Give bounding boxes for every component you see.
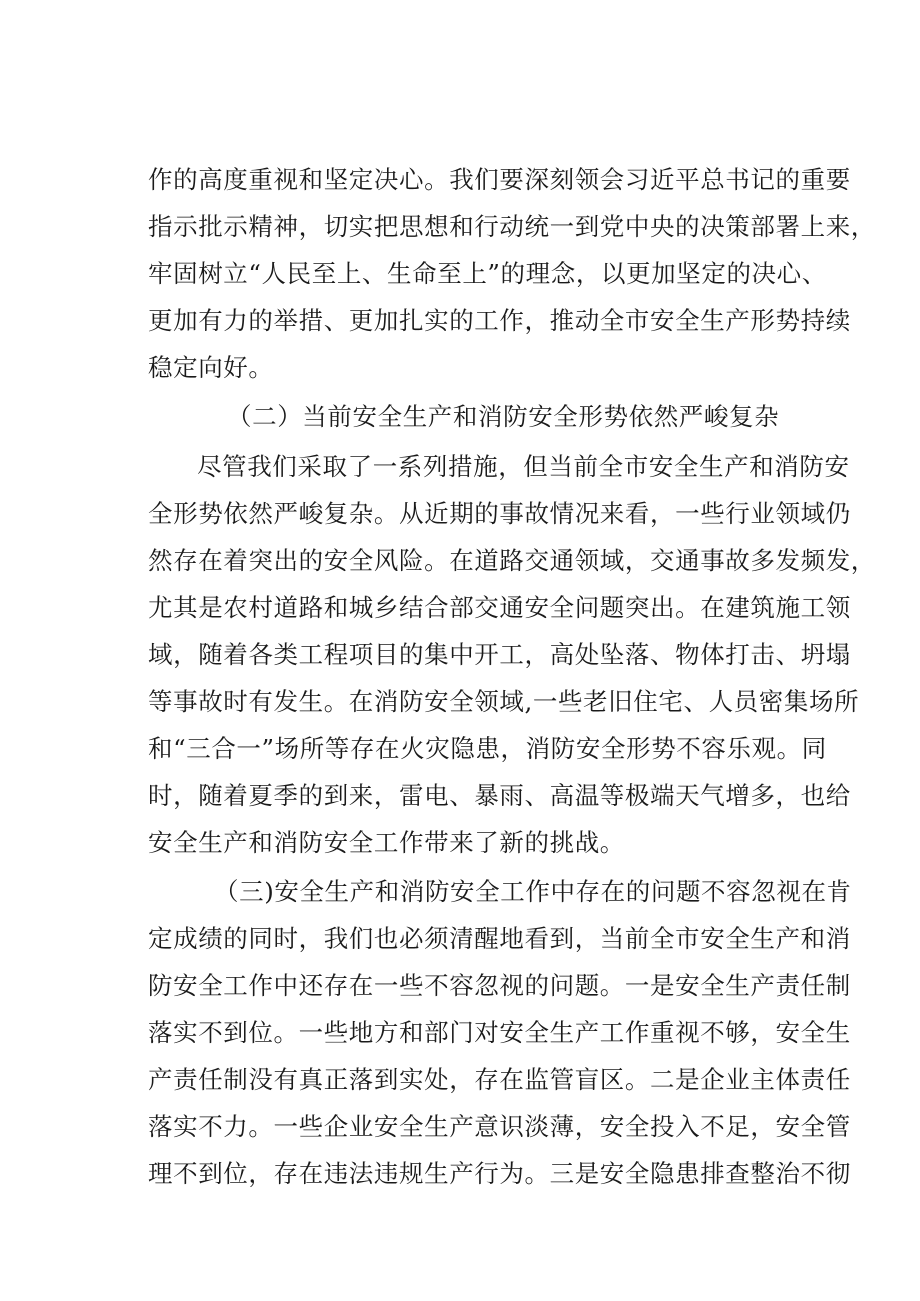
paragraph-2-line-5: 域，随着各类工程项目的集中开工，高处坠落、物体打击、坍塌 [148, 640, 851, 669]
paragraph-3-line-1: （三)安全生产和消防安全工作中存在的问题不容忽视在肯 [214, 877, 852, 906]
paragraph-2-line-6: 等事故时有发生。在消防安全领域,一些老旧住宅、人员密集场所 [148, 687, 860, 716]
paragraph-1-line-4: 更加有力的举措、更加扎实的工作，推动全市安全生产形势持续 [148, 306, 851, 335]
paragraph-2-line-1: 尽管我们采取了一系列措施，但当前全市安全生产和消防安 [197, 452, 850, 481]
paragraph-3-line-5: 产责任制没有真正落到实处，存在监管盲区。二是企业主体责任 [148, 1065, 851, 1094]
paragraph-2-line-7: 和“三合一”场所等存在火灾隐患，消防安全形势不容乐观。同 [148, 734, 827, 763]
paragraph-3-line-7: 理不到位，存在违法违规生产行为。三是安全隐患排查整治不彻 [148, 1159, 851, 1188]
paragraph-3-line-2: 定成绩的同时，我们也必须清醒地看到，当前全市安全生产和消 [148, 924, 851, 953]
paragraph-1-line-3: 牢固树立“人民至上、生命至上”的理念，以更加坚定的决心、 [148, 259, 827, 288]
paragraph-2-line-3: 然存在着突出的安全风险。在道路交通领域，交通事故多发频发， [148, 546, 876, 575]
paragraph-1-line-1: 作的高度重视和坚定决心。我们要深刻领会习近平总书记的重要 [148, 165, 851, 194]
paragraph-1-line-5: 稳定向好。 [148, 353, 274, 382]
paragraph-1-line-2: 指示批示精神，切实把思想和行动统一到党中央的决策部署上来， [148, 212, 876, 241]
paragraph-2-line-8: 时，随着夏季的到来，雷电、暴雨、高温等极端天气增多，也给 [148, 781, 851, 810]
paragraph-3-line-4: 落实不到位。一些地方和部门对安全生产工作重视不够，安全生 [148, 1018, 851, 1047]
section-heading-2: （二）当前安全生产和消防安全形势依然严峻复杂 [227, 402, 780, 431]
paragraph-3-line-3: 防安全工作中还存在一些不容忽视的问题。一是安全生产责任制 [148, 971, 851, 1000]
paragraph-2-line-4: 尤其是农村道路和城乡结合部交通安全问题突出。在建筑施工领 [148, 593, 851, 622]
paragraph-2-line-2: 全形势依然严峻复杂。从近期的事故情况来看，一些行业领域仍 [148, 499, 851, 528]
paragraph-3-line-6: 落实不力。一些企业安全生产意识淡薄，安全投入不足，安全管 [148, 1112, 851, 1141]
paragraph-2-line-9: 安全生产和消防安全工作带来了新的挑战。 [148, 828, 625, 857]
